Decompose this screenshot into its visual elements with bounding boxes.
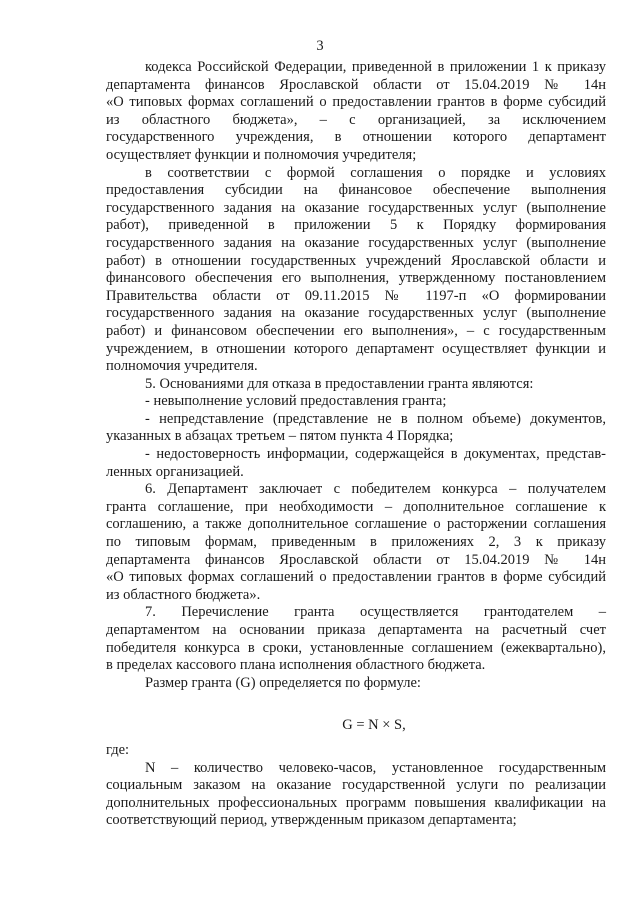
text-line: из областного бюджета». — [106, 586, 261, 603]
text-line: Правительства области от 09.11.2015 № 1197-п «О формировании — [106, 287, 606, 304]
text-line: соответствующий период, утвержденным приказом департамента; — [106, 812, 517, 829]
text-line: государственного задания на оказание государственных услуг (выполнение — [106, 199, 606, 216]
text-line: по типовым формам, приведенным в приложениях 2, 3 к приказу — [106, 534, 606, 551]
text-line: указанных в абзацах третьем – пятом пункта 4 Порядка; — [106, 428, 454, 445]
formula-spacer — [106, 692, 606, 717]
paragraph — [106, 411, 606, 446]
text-line: ленных организацией. — [106, 463, 244, 480]
text-line: работ) и финансовом обеспечении его выполнения», – с государственным — [106, 322, 606, 339]
text-line: учреждением, в отношении которого департамент осуществляет функции и — [106, 340, 606, 357]
text-line: победителя конкурса в сроки, установленные соглашением (ежеквартально), — [106, 639, 606, 656]
paragraph — [106, 393, 606, 411]
text-line: государственного задания на оказание государственных услуг (выполнение — [106, 234, 606, 251]
text-line: 5. Основаниями для отказа в предоставлении гранта являются: — [145, 375, 534, 392]
text-line: гранта соглашение, при необходимости – дополнительное соглашение к — [106, 498, 606, 515]
text-line: департамента финансов Ярославской области от 15.04.2019 № 14н — [106, 76, 606, 93]
text-line: государственного задания на оказание государственных услуг (выполнение — [106, 305, 606, 322]
text-line: финансового обеспечения его выполнения, утвержденному постановлением — [106, 270, 606, 287]
text-line: предоставления субсидии на финансовое обеспечение выполнения — [106, 182, 606, 199]
definition-text — [106, 760, 606, 830]
paragraph — [106, 675, 606, 693]
text-line: «О типовых формах соглашений о предоставлении грантов в форме субсидий — [106, 569, 606, 586]
paragraph-list — [106, 59, 606, 692]
where-label: где: — [106, 741, 130, 758]
text-line: N – количество человеко-часов, установленное государственным — [145, 759, 606, 776]
text-line: Размер гранта (G) определяется по формуле: — [145, 674, 421, 691]
paragraph — [106, 481, 606, 604]
text-line: департаментом на основании приказа департамента на расчетный счет — [106, 622, 606, 638]
paragraph — [106, 446, 606, 481]
page-number: 3 — [316, 38, 324, 54]
text-line: департамента финансов Ярославской области от 15.04.2019 № 14н — [106, 551, 606, 568]
text-line: 6. Департамент заключает с победителем конкурса – получателем — [145, 481, 606, 498]
text-line: в соответствии с формой соглашения о порядке и условиях — [145, 164, 606, 181]
text-line: - недостоверность информации, содержащейся в документах, представ- — [145, 446, 606, 463]
text-line: социальным заказом на оказание государственной услуги по реализации — [106, 777, 606, 794]
text-line: в пределах кассового плана исполнения областного бюджета. — [106, 657, 486, 674]
text-line: из областного бюджета», – с организацией, за исключением — [106, 111, 606, 128]
paragraph — [106, 59, 606, 165]
text-line: осуществляет функции и полномочия учредителя; — [106, 146, 417, 163]
formula: G = N × S, — [342, 717, 406, 734]
text-line: государственного учреждения, в отношении которого департамент — [106, 129, 606, 146]
text-line: полномочия учредителя. — [106, 358, 258, 375]
text-line: - непредставление (представление не в полном объеме) документов, — [145, 410, 606, 427]
document-body — [106, 59, 606, 830]
paragraph — [106, 165, 606, 376]
text-line: соглашению, а также дополнительное соглашение о расторжении соглашения — [106, 516, 606, 533]
text-line: - невыполнение условий предоставления гранта; — [145, 393, 447, 410]
text-line: 7. Перечисление гранта осуществляется грантодателем – — [145, 604, 606, 621]
paragraph — [106, 604, 606, 674]
paragraph — [106, 376, 606, 394]
text-line: работ), приведенной в приложении 5 к Порядку формирования — [106, 217, 606, 234]
text-line: работ) в отношении государственных учреждений Ярославской области и — [106, 252, 606, 269]
text-line: «О типовых формах соглашений о предоставлении грантов в форме субсидий — [106, 94, 606, 111]
text-line: дополнительных профессиональных программ повышения квалификации на — [106, 794, 606, 811]
text-line: кодекса Российской Федерации, приведенной в приложении 1 к приказу — [145, 59, 606, 75]
definition-paragraph — [106, 760, 606, 830]
